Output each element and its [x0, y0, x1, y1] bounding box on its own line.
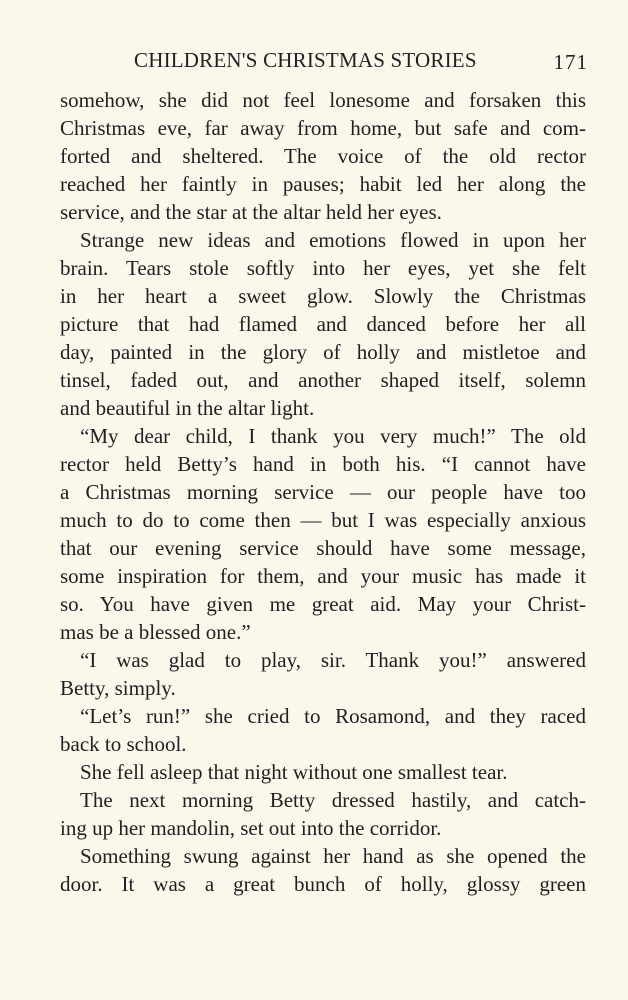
text-line: She fell asleep that night without one smallest tear.: [80, 760, 508, 784]
text-line: Something swung against her hand as she opened the: [80, 844, 586, 868]
text-line: ing up her mandolin, set out into the corridor.: [60, 816, 442, 840]
text-line: that our evening service should have some message,: [60, 536, 586, 560]
text-line: “I was glad to play, sir. Thank you!” answered: [80, 648, 586, 672]
page-number: 171: [553, 50, 588, 74]
text-line: somehow, she did not feel lonesome and forsaken this: [60, 88, 586, 112]
text-line: forted and sheltered. The voice of the old rector: [60, 144, 586, 168]
text-line: picture that had flamed and danced before her all: [60, 312, 586, 336]
text-line: much to do to come then — but I was especially anxious: [60, 508, 586, 532]
text-line: Betty, simply.: [60, 676, 176, 700]
text-line: in her heart a sweet glow. Slowly the Christmas: [60, 284, 586, 308]
text-line: rector held Betty’s hand in both his. “I cannot have: [60, 452, 586, 476]
text-line: service, and the star at the altar held her eyes.: [60, 200, 442, 224]
text-line: tinsel, faded out, and another shaped itself, solemn: [60, 368, 586, 392]
text-line: door. It was a great bunch of holly, glossy green: [60, 872, 586, 896]
text-line: so. You have given me great aid. May your Christ-: [60, 592, 586, 616]
text-line: and beautiful in the altar light.: [60, 396, 315, 420]
text-line: The next morning Betty dressed hastily, and catch-: [80, 788, 586, 812]
running-header: [60, 48, 588, 78]
text-line: reached her faintly in pauses; habit led her along the: [60, 172, 586, 196]
body-text: [60, 86, 586, 898]
text-line: “My dear child, I thank you very much!” The old: [80, 424, 586, 448]
text-line: Strange new ideas and emotions flowed in upon her: [80, 228, 586, 252]
running-title: CHILDREN'S CHRISTMAS STORIES: [134, 48, 477, 72]
text-line: brain. Tears stole softly into her eyes, yet she felt: [60, 256, 586, 280]
text-line: some inspiration for them, and your music has made it: [60, 564, 586, 588]
text-line: Christmas eve, far away from home, but safe and com-: [60, 116, 586, 140]
text-line: “Let’s run!” she cried to Rosamond, and they raced: [80, 704, 586, 728]
text-line: day, painted in the glory of holly and mistletoe and: [60, 340, 586, 364]
text-line: back to school.: [60, 732, 187, 756]
text-line: a Christmas morning service — our people have too: [60, 480, 586, 504]
text-line: mas be a blessed one.”: [60, 620, 251, 644]
